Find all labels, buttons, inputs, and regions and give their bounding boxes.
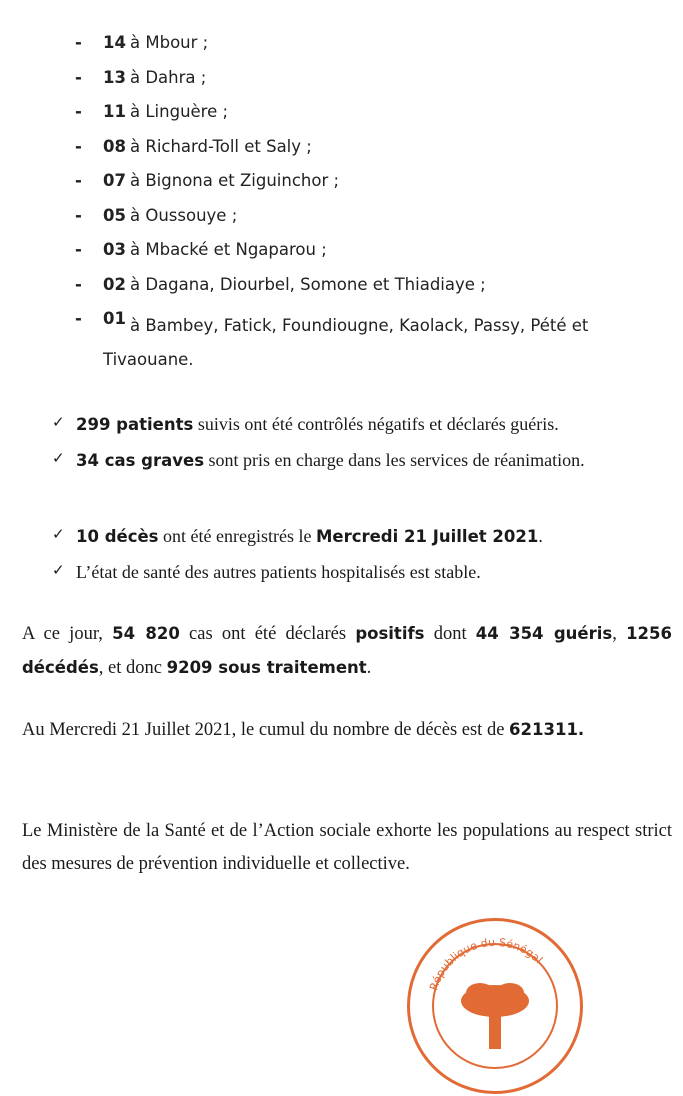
case-count: 02 xyxy=(103,274,126,294)
list-item xyxy=(0,137,683,172)
deaths-count: 1256 décédés xyxy=(22,624,673,677)
stamp-tree-icon xyxy=(410,921,580,1091)
checkmark-icon: ✓ xyxy=(52,561,65,579)
list-item xyxy=(0,240,683,275)
city-names-line2: Tivaouane. xyxy=(103,350,194,369)
city-names: à Bignona et Ziguinchor ; xyxy=(130,171,340,190)
list-item xyxy=(0,309,683,379)
status-body: suivis ont été contrôlés négatifs et déclarés guéris. xyxy=(193,414,559,434)
checkmark-icon: ✓ xyxy=(52,525,65,543)
list-dash: - xyxy=(75,309,82,328)
summary-text: . xyxy=(366,658,372,678)
status-lead: 10 décès xyxy=(76,527,159,546)
case-count: 01 xyxy=(103,309,126,328)
list-item xyxy=(0,33,683,68)
status-body: sont pris en charge dans les services de réanimation. xyxy=(204,450,585,470)
case-count: 14 xyxy=(103,33,126,52)
status-lead: 34 cas graves xyxy=(76,451,205,470)
status-body: L’état de santé des autres patients hospitalisés est stable. xyxy=(76,562,481,582)
status-tail: . xyxy=(538,526,543,546)
cumulative-text: Au Mercredi 21 Juillet 2021, le cumul du nombre de décès est de xyxy=(22,720,510,740)
list-dash: - xyxy=(75,136,82,156)
status-date: Mercredi 21 Juillet 2021 xyxy=(315,527,539,546)
list-item xyxy=(0,206,683,241)
list-dash: - xyxy=(75,67,82,87)
case-count: 11 xyxy=(103,102,126,121)
checkmark-icon: ✓ xyxy=(52,413,65,431)
city-names: à Richard-Toll et Saly ; xyxy=(130,136,312,156)
list-item xyxy=(0,171,683,206)
status-text xyxy=(76,445,674,476)
case-count: 08 xyxy=(103,136,126,156)
official-stamp xyxy=(407,918,583,1094)
status-text xyxy=(76,557,674,587)
status-text xyxy=(76,521,674,552)
case-count: 03 xyxy=(103,240,126,259)
under-treatment-count: 9209 sous traitement xyxy=(166,658,367,677)
stamp-label: République du Sénégal xyxy=(427,935,546,993)
city-names: à Mbour ; xyxy=(130,33,209,52)
case-count: 05 xyxy=(103,205,126,225)
cumulative-value: 621311. xyxy=(509,720,585,739)
case-count: 07 xyxy=(103,171,126,190)
closing-paragraph: Le Ministère de la Santé et de l’Action sociale exhorte les populations au respect strict des mesures de prévention individuelle et collective. xyxy=(22,821,672,874)
list-dash: - xyxy=(75,205,82,225)
city-names-line1: à Bambey, Fatick, Foundiougne, Kaolack, Passy, Pété et xyxy=(130,316,589,335)
status-lead: 299 patients xyxy=(76,415,194,434)
summary-text: dont xyxy=(424,624,476,644)
list-dash: - xyxy=(75,102,82,121)
city-names: à Oussouye ; xyxy=(130,205,238,225)
recovered-count: 44 354 guéris xyxy=(475,624,613,643)
list-item xyxy=(0,275,683,310)
case-count: 13 xyxy=(103,67,126,87)
list-dash: - xyxy=(75,33,82,52)
total-cases: 54 820 xyxy=(112,624,180,643)
summary-text: A ce jour, xyxy=(22,624,113,644)
status-text xyxy=(76,409,674,440)
city-names: à Mbacké et Ngaparou ; xyxy=(130,240,327,259)
list-dash: - xyxy=(75,171,82,190)
summary-paragraph xyxy=(22,617,672,685)
list-dash: - xyxy=(75,240,82,259)
summary-text: , et donc xyxy=(98,658,167,678)
city-names: à Linguère ; xyxy=(130,102,229,121)
city-names: à Dahra ; xyxy=(130,67,207,87)
city-names: à Dagana, Diourbel, Somone et Thiadiaye ; xyxy=(130,274,486,294)
city-case-list xyxy=(0,33,683,379)
cumulative-paragraph xyxy=(22,713,672,747)
list-item xyxy=(0,68,683,103)
list-dash: - xyxy=(75,274,82,294)
checkmark-icon: ✓ xyxy=(52,449,65,467)
status-body: ont été enregistrés le xyxy=(158,526,316,546)
summary-text: , xyxy=(612,624,627,644)
positive-label: positifs xyxy=(355,624,425,643)
summary-text: cas ont été déclarés xyxy=(179,624,356,644)
list-item xyxy=(0,102,683,137)
